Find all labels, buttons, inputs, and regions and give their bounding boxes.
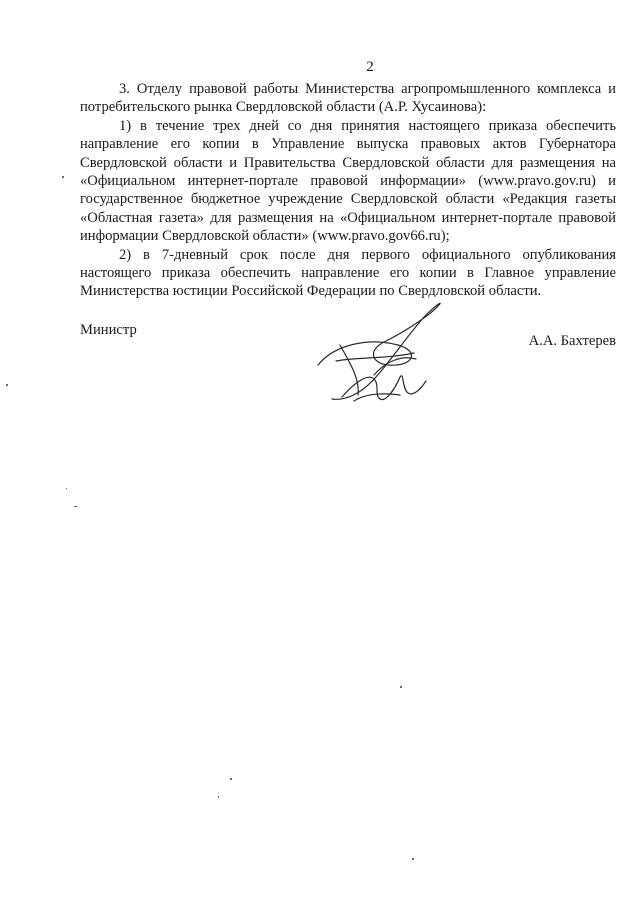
signatory-title: Министр [80,322,137,338]
scan-speck [62,176,64,178]
handwritten-signature [316,301,456,411]
signature-block [80,318,616,408]
signatory-name: А.А. Бахтерев [528,333,616,349]
paragraph-subitem-2: 2) в 7-дневный срок после дня первого официального опубликования настоящего приказа обеспечить направление его копии в Главное управление Министерства юстиции Российской Федерации по Свердловской области. [80,246,616,300]
document-body [80,80,616,301]
scan-speck [400,686,402,688]
paragraph-item-3: 3. Отделу правовой работы Министерства агропромышленного комплекса и потребительского рынка Свердловской области (А.Р. Хусаинова): [80,81,616,116]
scan-speck [230,778,232,780]
scan-speck [6,384,8,386]
page-number: 2 [366,59,374,75]
scan-speck [218,796,219,798]
scan-speck [74,506,77,507]
scan-speck [412,858,414,860]
scan-speck [66,488,67,489]
paragraph-subitem-1: 1) в течение трех дней со дня принятия настоящего приказа обеспечить направление его копии в Управление выпуска правовых актов Губернатора Свердловской области и Правительства Свердловской области для размещения на «Официальном интернет-портале правовой информации» (www.pravo.gov.ru) и государственное бюджетное учреждение Свердловской области «Редакция газеты «Областная газета» для размещения на «Официальном интернет-портале правовой информации Свердловской области» (www.pravo.gov66.ru); [80,117,616,245]
